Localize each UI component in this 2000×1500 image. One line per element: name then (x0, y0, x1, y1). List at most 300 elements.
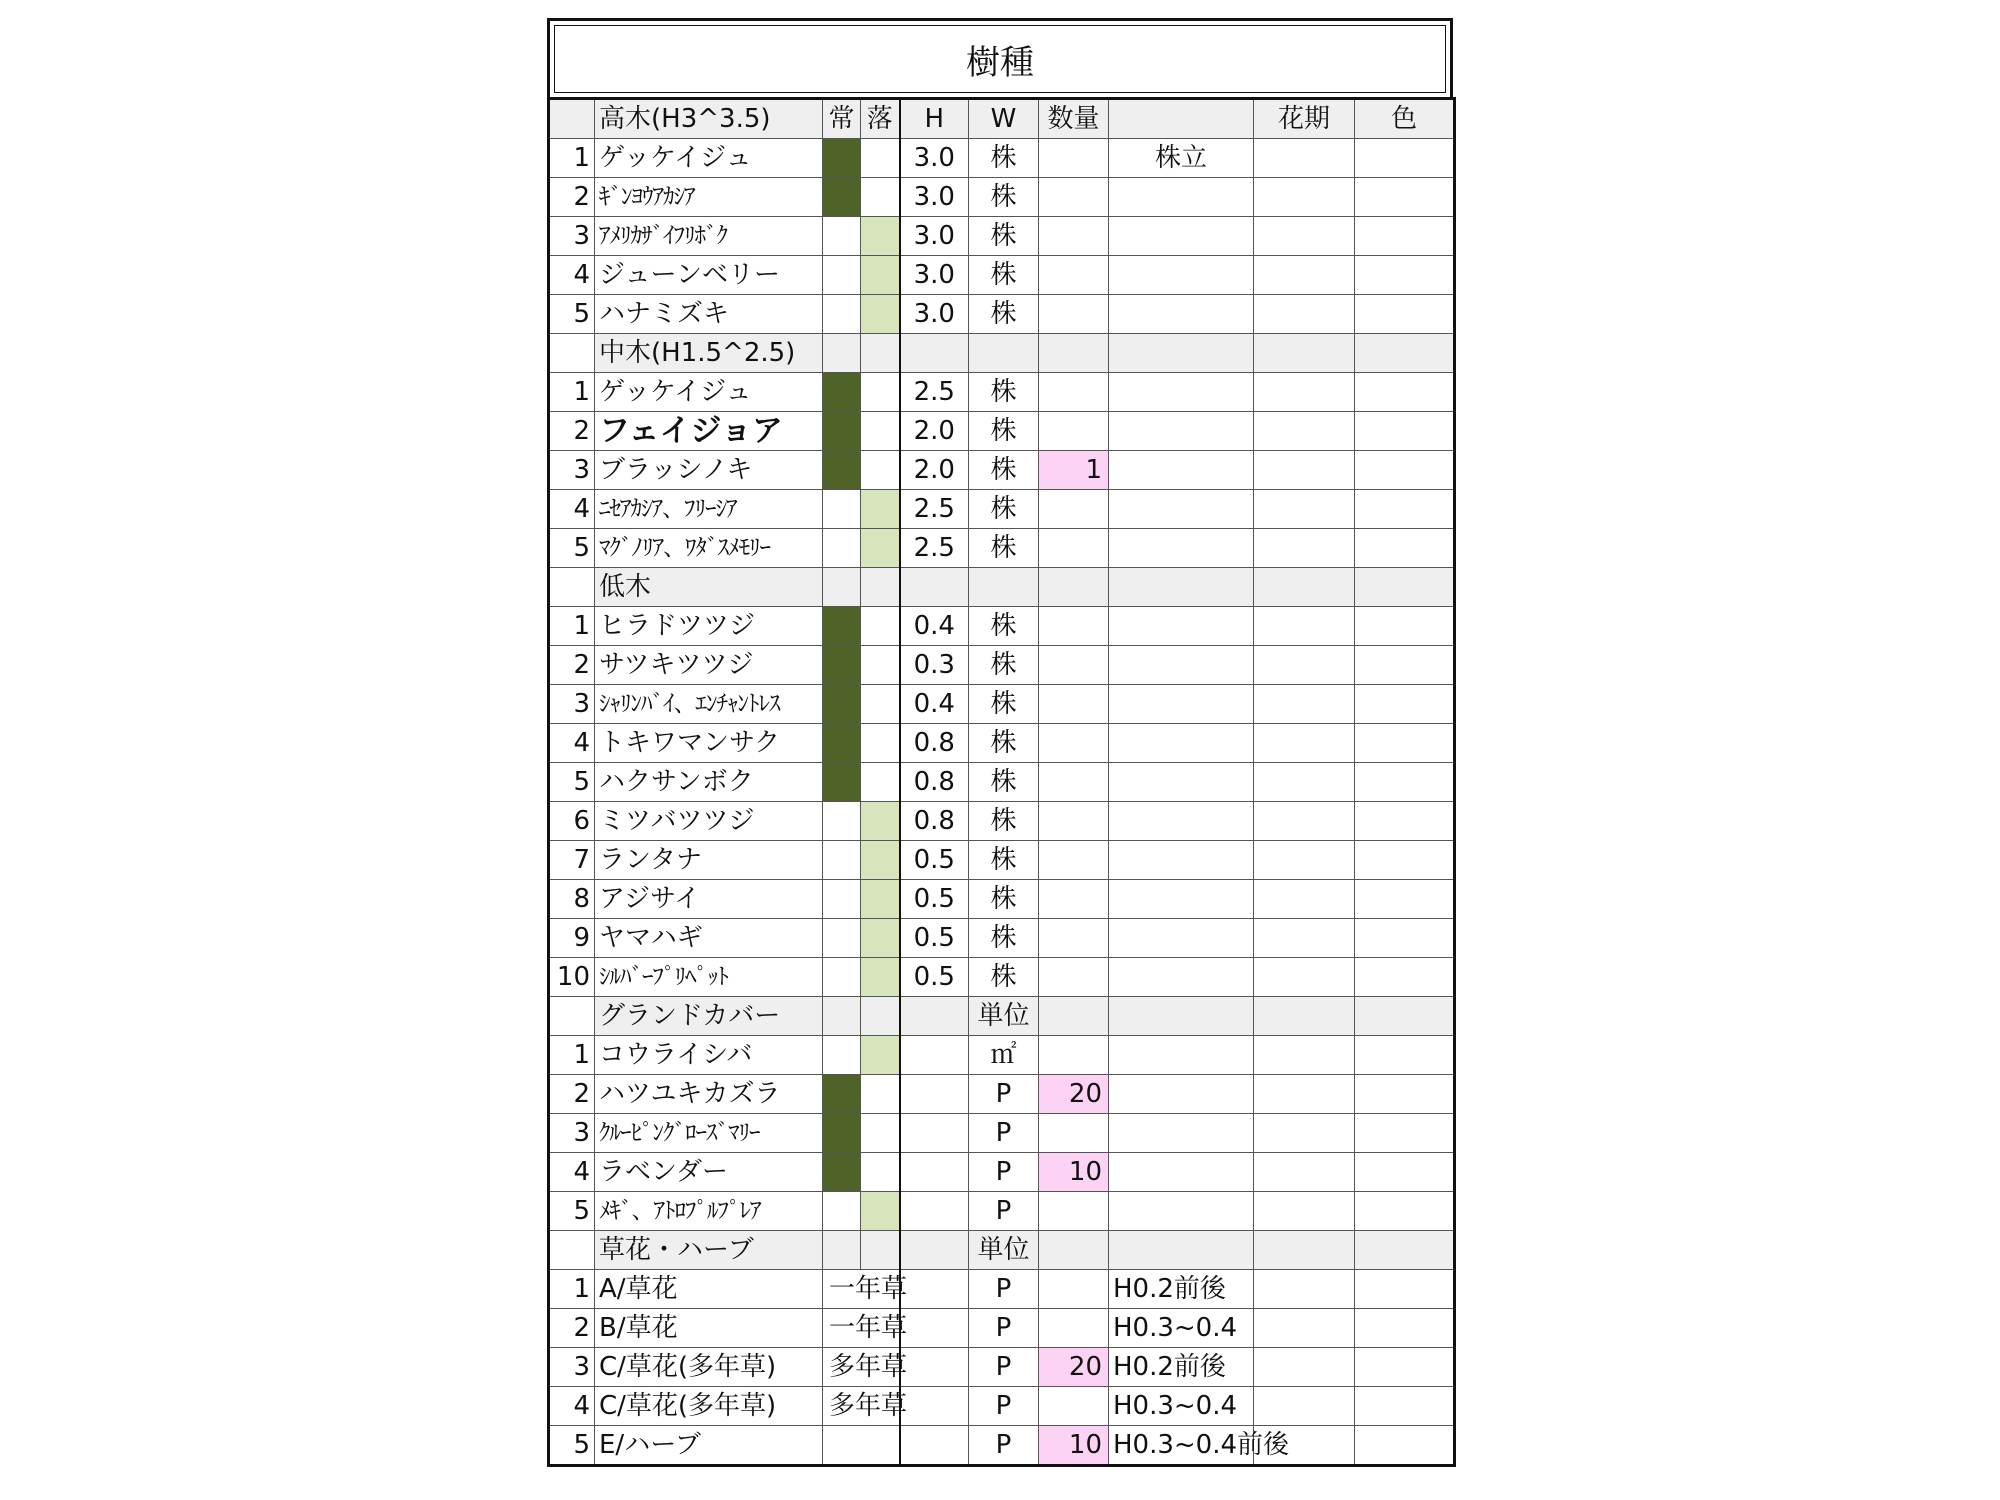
unit-value: 株 (969, 958, 1039, 997)
quantity-value (1039, 490, 1109, 529)
species-name: フェイジョア (595, 412, 823, 451)
section-qty-cell (1039, 997, 1109, 1036)
evergreen-marker (823, 373, 861, 412)
deciduous-marker (861, 646, 900, 685)
section-deciduous-cell (861, 997, 900, 1036)
flower-period-cell (1254, 139, 1355, 178)
plant-kind-cell (823, 1387, 908, 1426)
evergreen-marker (823, 217, 861, 256)
row-number: 2 (549, 1309, 595, 1348)
table-row (549, 529, 1455, 568)
flower-period-cell (1254, 451, 1355, 490)
height-value: 0.8 (900, 724, 969, 763)
unit-value: 株 (969, 373, 1039, 412)
species-name: ｱﾒﾘｶｻﾞｲﾌﾘﾎﾞｸ (595, 217, 823, 256)
row-number: 4 (549, 724, 595, 763)
species-name: ｸﾙｰﾋﾟﾝｸﾞﾛｰｽﾞﾏﾘｰ (595, 1114, 823, 1153)
section-header-row (549, 1231, 1455, 1270)
evergreen-marker (823, 256, 861, 295)
header-flower-cell: 花期 (1254, 99, 1355, 139)
section-h-cell (900, 334, 969, 373)
deciduous-marker (861, 1075, 900, 1114)
quantity-value (1039, 529, 1109, 568)
flower-period-cell (1254, 1192, 1355, 1231)
header-name-cell: 高木(H3^3.5) (595, 99, 823, 139)
color-cell (1355, 373, 1455, 412)
table-row (549, 178, 1455, 217)
table-row (549, 607, 1455, 646)
deciduous-marker (861, 802, 900, 841)
unit-value: 株 (969, 685, 1039, 724)
section-no-cell (549, 997, 595, 1036)
unit-value: 株 (969, 490, 1039, 529)
section-label: 低木 (595, 568, 823, 607)
species-name: ｷﾞﾝﾖｳｱｶｼｱ (595, 178, 823, 217)
evergreen-marker (823, 763, 861, 802)
quantity-value (1039, 919, 1109, 958)
row-number: 4 (549, 490, 595, 529)
height-value (900, 1270, 969, 1309)
evergreen-marker (823, 685, 861, 724)
note-value (1109, 802, 1254, 841)
color-cell (1355, 1036, 1455, 1075)
row-number: 1 (549, 373, 595, 412)
height-value: 0.4 (900, 685, 969, 724)
quantity-value: 20 (1039, 1075, 1109, 1114)
color-cell (1355, 685, 1455, 724)
flower-period-cell (1254, 1075, 1355, 1114)
unit-value: 株 (969, 607, 1039, 646)
header-color-cell: 色 (1355, 99, 1455, 139)
flower-period-cell (1254, 529, 1355, 568)
section-note-cell (1109, 997, 1254, 1036)
color-cell (1355, 1387, 1455, 1426)
quantity-value: 10 (1039, 1153, 1109, 1192)
flower-period-cell (1254, 256, 1355, 295)
section-color-cell (1355, 997, 1455, 1036)
height-value (900, 1036, 969, 1075)
evergreen-marker (823, 919, 861, 958)
plant-kind-cell (823, 1426, 900, 1466)
evergreen-marker (823, 880, 861, 919)
color-cell (1355, 763, 1455, 802)
height-value (900, 1348, 969, 1387)
deciduous-marker (861, 490, 900, 529)
table-row (549, 958, 1455, 997)
deciduous-marker (861, 919, 900, 958)
table-row (549, 451, 1455, 490)
unit-value: P (969, 1192, 1039, 1231)
row-number: 2 (549, 1075, 595, 1114)
row-number: 5 (549, 1426, 595, 1466)
evergreen-marker (823, 724, 861, 763)
height-value: 3.0 (900, 139, 969, 178)
note-value: H0.2前後 (1109, 1348, 1254, 1387)
table-row (549, 412, 1455, 451)
flower-period-cell (1254, 1348, 1355, 1387)
unit-value: P (969, 1387, 1039, 1426)
species-name: ラベンダー (595, 1153, 823, 1192)
section-flower-cell (1254, 568, 1355, 607)
height-value: 3.0 (900, 178, 969, 217)
species-name: コウライシバ (595, 1036, 823, 1075)
quantity-value (1039, 139, 1109, 178)
quantity-value (1039, 412, 1109, 451)
unit-value: 株 (969, 802, 1039, 841)
section-note-cell (1109, 1231, 1254, 1270)
deciduous-marker (861, 958, 900, 997)
evergreen-marker (823, 412, 861, 451)
unit-value: 株 (969, 451, 1039, 490)
table-row (549, 1075, 1455, 1114)
quantity-value: 10 (1039, 1426, 1109, 1466)
section-flower-cell (1254, 334, 1355, 373)
evergreen-marker (823, 490, 861, 529)
color-cell (1355, 1426, 1455, 1466)
table-row (549, 880, 1455, 919)
note-value: H0.3~0.4 (1109, 1309, 1254, 1348)
flower-period-cell (1254, 295, 1355, 334)
table-row (549, 763, 1455, 802)
quantity-value: 1 (1039, 451, 1109, 490)
deciduous-marker (861, 1192, 900, 1231)
color-cell (1355, 217, 1455, 256)
row-number: 1 (549, 1270, 595, 1309)
deciduous-marker (861, 607, 900, 646)
height-value (900, 1114, 969, 1153)
color-cell (1355, 919, 1455, 958)
section-header-row (549, 568, 1455, 607)
deciduous-marker (861, 412, 900, 451)
quantity-value (1039, 256, 1109, 295)
height-value: 3.0 (900, 217, 969, 256)
note-value (1109, 646, 1254, 685)
section-header-row (549, 997, 1455, 1036)
unit-value: 株 (969, 841, 1039, 880)
deciduous-marker (861, 217, 900, 256)
unit-value: 株 (969, 295, 1039, 334)
section-evergreen-cell (823, 334, 861, 373)
unit-value: P (969, 1348, 1039, 1387)
header-deciduous-cell: 落 (861, 99, 900, 139)
table-row (549, 139, 1455, 178)
deciduous-marker (861, 529, 900, 568)
color-cell (1355, 295, 1455, 334)
section-qty-cell (1039, 334, 1109, 373)
note-value: H0.3~0.4前後 (1109, 1426, 1254, 1466)
quantity-value (1039, 958, 1109, 997)
evergreen-marker (823, 529, 861, 568)
height-value (900, 1075, 969, 1114)
row-number: 5 (549, 529, 595, 568)
color-cell (1355, 490, 1455, 529)
section-color-cell (1355, 1231, 1455, 1270)
quantity-value (1039, 178, 1109, 217)
row-number: 6 (549, 802, 595, 841)
species-name: ハツユキカズラ (595, 1075, 823, 1114)
species-name: E/ハーブ (595, 1426, 823, 1466)
header-evergreen-cell: 常 (823, 99, 861, 139)
row-number: 5 (549, 1192, 595, 1231)
species-name: C/草花(多年草) (595, 1387, 823, 1426)
table-row (549, 1192, 1455, 1231)
flower-period-cell (1254, 1114, 1355, 1153)
color-cell (1355, 178, 1455, 217)
plant-kind: 多年草 (829, 1352, 908, 1382)
height-value (900, 1426, 969, 1466)
plant-kind-cell (823, 1309, 908, 1348)
row-number: 5 (549, 763, 595, 802)
species-name: ヒラドツツジ (595, 607, 823, 646)
height-value: 2.0 (900, 451, 969, 490)
species-name: ハクサンボク (595, 763, 823, 802)
height-value: 3.0 (900, 256, 969, 295)
species-name: ランタナ (595, 841, 823, 880)
deciduous-marker (861, 841, 900, 880)
table-row (549, 295, 1455, 334)
note-value (1109, 217, 1254, 256)
flower-period-cell (1254, 724, 1355, 763)
flower-period-cell (1254, 1387, 1355, 1426)
table-row (549, 802, 1455, 841)
flower-period-cell (1254, 1309, 1355, 1348)
evergreen-marker (823, 646, 861, 685)
section-color-cell (1355, 334, 1455, 373)
color-cell (1355, 1114, 1455, 1153)
section-label: グランドカバー (595, 997, 823, 1036)
note-value (1109, 1036, 1254, 1075)
height-value: 0.5 (900, 919, 969, 958)
flower-period-cell (1254, 1270, 1355, 1309)
color-cell (1355, 256, 1455, 295)
header-qty-cell: 数量 (1039, 99, 1109, 139)
section-flower-cell (1254, 997, 1355, 1036)
row-number: 8 (549, 880, 595, 919)
section-unit-label: 単位 (969, 1231, 1039, 1270)
note-value (1109, 1114, 1254, 1153)
deciduous-marker (861, 178, 900, 217)
flower-period-cell (1254, 607, 1355, 646)
table-row (549, 256, 1455, 295)
sheet-title: 樹種 (966, 42, 1034, 83)
note-value (1109, 256, 1254, 295)
row-number: 2 (549, 412, 595, 451)
quantity-value (1039, 1309, 1109, 1348)
table-row (549, 1348, 1455, 1387)
note-value (1109, 841, 1254, 880)
quantity-value (1039, 685, 1109, 724)
note-value (1109, 1075, 1254, 1114)
species-name: ジューンベリー (595, 256, 823, 295)
unit-value: 株 (969, 646, 1039, 685)
flower-period-cell (1254, 919, 1355, 958)
table-row (549, 1036, 1455, 1075)
row-number: 7 (549, 841, 595, 880)
species-name: ヤマハギ (595, 919, 823, 958)
header-row (549, 99, 1455, 139)
section-color-cell (1355, 568, 1455, 607)
row-number: 3 (549, 451, 595, 490)
section-header-row (549, 334, 1455, 373)
note-value (1109, 490, 1254, 529)
height-value: 0.5 (900, 880, 969, 919)
table-row (549, 919, 1455, 958)
unit-value: 株 (969, 724, 1039, 763)
tree-species-sheet (547, 18, 1453, 1467)
table-row (549, 217, 1455, 256)
height-value: 0.5 (900, 841, 969, 880)
table-row (549, 685, 1455, 724)
height-value: 2.5 (900, 490, 969, 529)
color-cell (1355, 880, 1455, 919)
evergreen-marker (823, 1153, 861, 1192)
deciduous-marker (861, 1036, 900, 1075)
quantity-value (1039, 763, 1109, 802)
color-cell (1355, 451, 1455, 490)
unit-value: P (969, 1426, 1039, 1466)
species-name: ｼﾙﾊﾞｰﾌﾟﾘﾍﾟｯﾄ (595, 958, 823, 997)
unit-value: 株 (969, 139, 1039, 178)
note-value (1109, 412, 1254, 451)
flower-period-cell (1254, 685, 1355, 724)
row-number: 10 (549, 958, 595, 997)
table-row (549, 1426, 1455, 1466)
height-value (900, 1387, 969, 1426)
quantity-value (1039, 1114, 1109, 1153)
evergreen-marker (823, 295, 861, 334)
section-label: 中木(H1.5^2.5) (595, 334, 823, 373)
row-number: 3 (549, 685, 595, 724)
flower-period-cell (1254, 802, 1355, 841)
height-value: 2.0 (900, 412, 969, 451)
note-value: H0.3~0.4 (1109, 1387, 1254, 1426)
color-cell (1355, 646, 1455, 685)
note-value (1109, 607, 1254, 646)
unit-value: 株 (969, 178, 1039, 217)
note-value (1109, 451, 1254, 490)
species-name: ゲッケイジュ (595, 373, 823, 412)
note-value (1109, 919, 1254, 958)
color-cell (1355, 841, 1455, 880)
species-name: A/草花 (595, 1270, 823, 1309)
unit-value: 株 (969, 256, 1039, 295)
color-cell (1355, 958, 1455, 997)
unit-value: P (969, 1309, 1039, 1348)
height-value: 0.8 (900, 763, 969, 802)
species-name: B/草花 (595, 1309, 823, 1348)
row-number: 1 (549, 607, 595, 646)
color-cell (1355, 412, 1455, 451)
flower-period-cell (1254, 373, 1355, 412)
evergreen-marker (823, 139, 861, 178)
deciduous-marker (861, 763, 900, 802)
flower-period-cell (1254, 490, 1355, 529)
table-row (549, 1270, 1455, 1309)
note-value (1109, 724, 1254, 763)
height-value: 0.3 (900, 646, 969, 685)
row-number: 5 (549, 295, 595, 334)
deciduous-marker (861, 724, 900, 763)
color-cell (1355, 1075, 1455, 1114)
species-name: ミツバツツジ (595, 802, 823, 841)
evergreen-marker (823, 1114, 861, 1153)
plant-kind: 多年草 (829, 1391, 908, 1421)
species-name: ブラッシノキ (595, 451, 823, 490)
height-value: 2.5 (900, 529, 969, 568)
flower-period-cell (1254, 958, 1355, 997)
row-number: 3 (549, 1114, 595, 1153)
flower-period-cell (1254, 880, 1355, 919)
section-evergreen-cell (823, 1231, 861, 1270)
evergreen-marker (823, 1075, 861, 1114)
section-evergreen-cell (823, 568, 861, 607)
section-note-cell (1109, 334, 1254, 373)
deciduous-marker (861, 295, 900, 334)
height-value: 0.4 (900, 607, 969, 646)
quantity-value (1039, 724, 1109, 763)
note-value: H0.2前後 (1109, 1270, 1254, 1309)
species-name: ｼｬﾘﾝﾊﾞｲ、ｴﾝﾁｬﾝﾄﾚｽ (595, 685, 823, 724)
flower-period-cell (1254, 646, 1355, 685)
unit-value: P (969, 1114, 1039, 1153)
row-number: 4 (549, 1387, 595, 1426)
section-h-cell (900, 568, 969, 607)
quantity-value (1039, 1270, 1109, 1309)
species-name: C/草花(多年草) (595, 1348, 823, 1387)
unit-value: 株 (969, 217, 1039, 256)
table-row (549, 1309, 1455, 1348)
header-h-cell: H (900, 99, 969, 139)
table-row (549, 1114, 1455, 1153)
evergreen-marker (823, 841, 861, 880)
deciduous-marker (861, 1114, 900, 1153)
table-row (549, 646, 1455, 685)
section-note-cell (1109, 568, 1254, 607)
deciduous-marker (861, 139, 900, 178)
quantity-value (1039, 646, 1109, 685)
section-unit-label (969, 568, 1039, 607)
unit-value: P (969, 1270, 1039, 1309)
flower-period-cell (1254, 178, 1355, 217)
species-name: アジサイ (595, 880, 823, 919)
species-table (547, 97, 1456, 1467)
section-h-cell (900, 1231, 969, 1270)
quantity-value (1039, 1036, 1109, 1075)
quantity-value (1039, 841, 1109, 880)
color-cell (1355, 139, 1455, 178)
note-value (1109, 1192, 1254, 1231)
evergreen-marker (823, 958, 861, 997)
section-label: 草花・ハーブ (595, 1231, 823, 1270)
deciduous-marker (861, 880, 900, 919)
unit-value: 株 (969, 919, 1039, 958)
height-value: 3.0 (900, 295, 969, 334)
header-w-cell: W (969, 99, 1039, 139)
section-unit-label: 単位 (969, 997, 1039, 1036)
quantity-value (1039, 217, 1109, 256)
section-flower-cell (1254, 1231, 1355, 1270)
plant-kind: 一年草 (829, 1313, 908, 1343)
table-row (549, 490, 1455, 529)
flower-period-cell (1254, 763, 1355, 802)
table-row (549, 724, 1455, 763)
color-cell (1355, 1270, 1455, 1309)
species-name: ﾆｾｱｶｼｱ、ﾌﾘｰｼｱ (595, 490, 823, 529)
table-row (549, 373, 1455, 412)
evergreen-marker (823, 1192, 861, 1231)
deciduous-marker (861, 685, 900, 724)
quantity-value (1039, 295, 1109, 334)
